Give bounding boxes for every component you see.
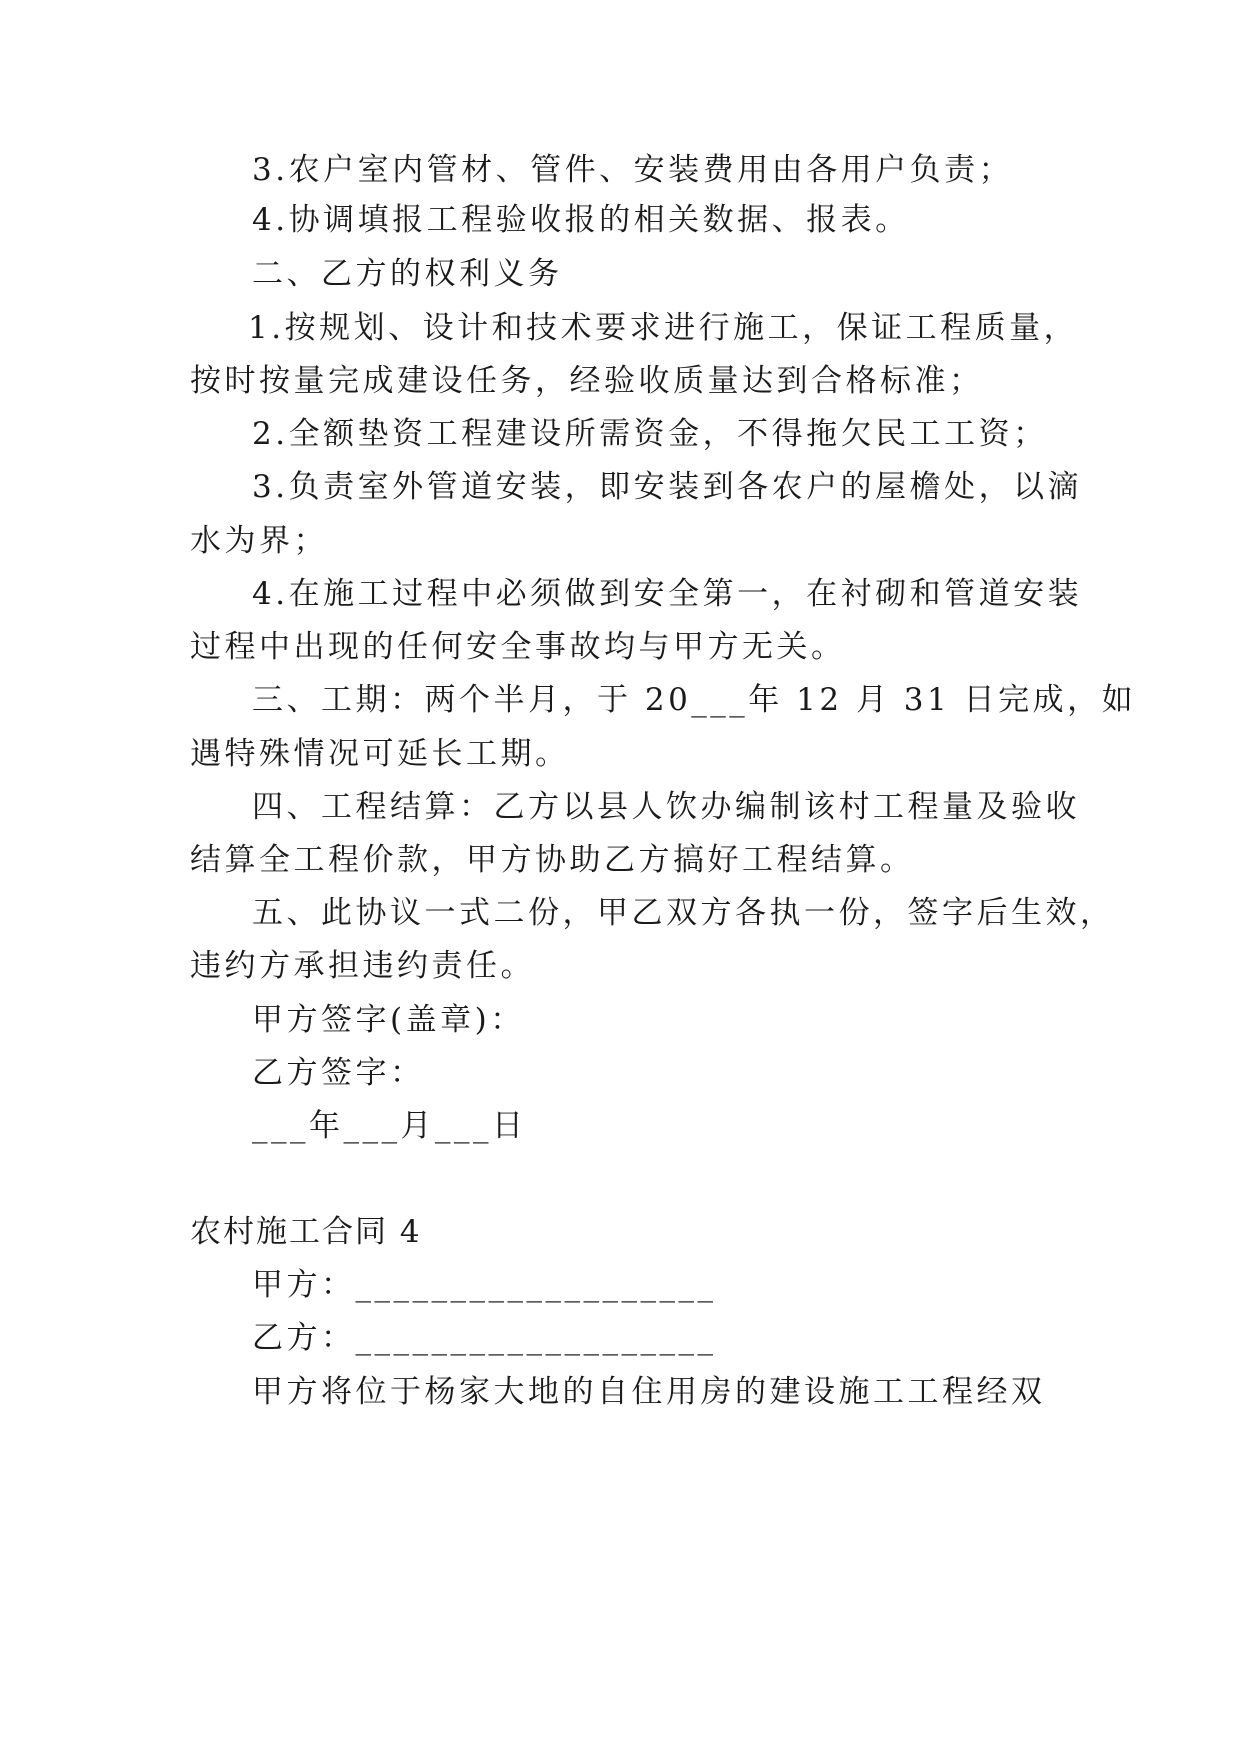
party-a-signature: 甲方签字(盖章)：: [252, 1002, 525, 1038]
clause-b1-line1: 1.按规划、设计和技术要求进行施工，保证工程质量，: [248, 310, 1079, 346]
party-b-field: 乙方：___________________: [252, 1320, 717, 1356]
clause-b4-line2: 过程中出现的任何安全事故均与甲方无关。: [190, 629, 846, 665]
section-4-line1: 四、工程结算：乙方以县人饮办编制该村工程量及验收: [252, 789, 1080, 825]
section-heading-2: 二、乙方的权利义务: [252, 256, 563, 292]
clause-b3-line1: 3.负责室外管道安装，即安装到各农户的屋檐处，以滴: [252, 469, 1083, 505]
section-5-line1: 五、此协议一式二份，甲乙双方各执一份，签字后生效，: [252, 895, 1115, 931]
clause-a4: 4.协调填报工程验收报的相关数据、报表。: [252, 202, 910, 238]
clause-b3-line2: 水为界；: [190, 523, 328, 559]
clause-b2: 2.全额垫资工程建设所需资金，不得拖欠民工工资；: [252, 416, 1048, 452]
section-4-line2: 结算全工程价款，甲方协助乙方搞好工程结算。: [190, 842, 915, 878]
signature-date: ___年___月___日: [252, 1108, 527, 1144]
party-b-signature: 乙方签字：: [252, 1055, 425, 1091]
section-5-line2: 违约方承担违约责任。: [190, 948, 535, 984]
party-a-field: 甲方：___________________: [252, 1267, 717, 1303]
clause-a3: 3.农户室内管材、管件、安装费用由各用户负责；: [252, 152, 1014, 188]
clause-b1-line2: 按时按量完成建设任务，经验收质量达到合格标准；: [190, 363, 984, 399]
clause-b4-line1: 4.在施工过程中必须做到安全第一，在衬砌和管道安装: [252, 576, 1083, 612]
intro-paragraph: 甲方将位于杨家大地的自住用房的建设施工工程经双: [252, 1374, 1046, 1410]
section-3-line1: 三、工期：两个半月，于 20___年 12 月 31 日完成，如: [252, 682, 1137, 718]
contract-title: 农村施工合同 4: [190, 1214, 422, 1250]
section-3-line2: 遇特殊情况可延长工期。: [190, 736, 570, 772]
